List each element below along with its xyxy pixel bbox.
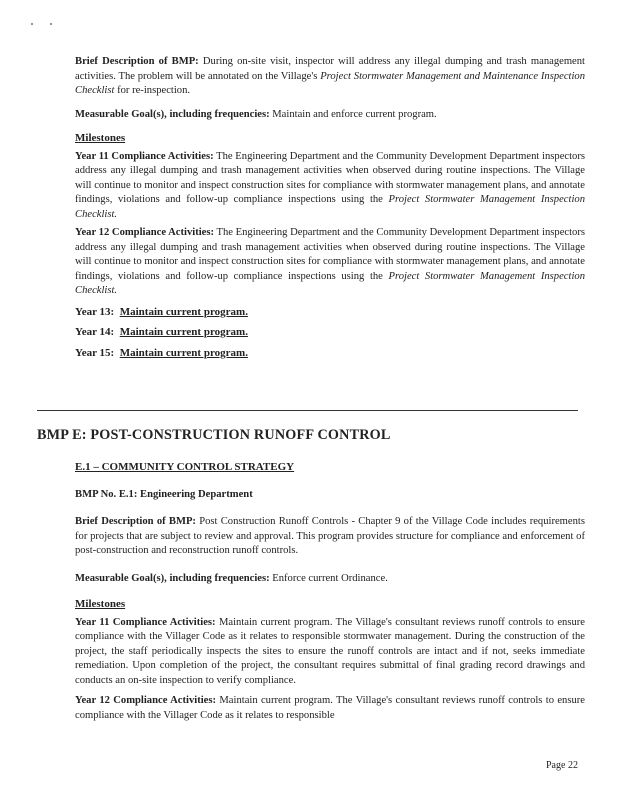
section-title: BMP E: POST-CONSTRUCTION RUNOFF CONTROL <box>37 427 391 443</box>
bmp-number: BMP No. E.1: Engineering Department <box>75 488 253 500</box>
bmp-e-section <box>75 460 585 723</box>
section-divider <box>37 410 578 411</box>
subsection-heading: E.1 – COMMUNITY CONTROL STRATEGY <box>75 461 295 473</box>
year14-item: Year 14: Maintain current program. <box>75 326 248 338</box>
scan-speck <box>31 23 33 25</box>
year15-item: Year 15: Maintain current program. <box>75 346 248 359</box>
scan-speck <box>50 23 52 25</box>
bmp-d-continuation <box>75 55 585 360</box>
year12-activities: Year 12 Compliance Activities: Maintain current program. The Village's consultant reviews runoff controls to ensure compliance with the Villager Code as it relates to responsible <box>75 695 585 721</box>
year12-activities: Year 12 Compliance Activities: The Engineering Department and the Community Development Department inspectors address any illegal dumping and trash management activities when observed during routine inspections. The Village will continue to monitor and inspect construction sites for compliance with stormwater management plans, and annotate findings, violations and follow-up compliance inspections using the Project Stormwater Management Inspection Checklist. <box>75 227 585 296</box>
year13-item: Year 13: Maintain current program. <box>75 305 248 318</box>
milestones-heading: Milestones <box>75 598 126 610</box>
brief-description: Brief Description of BMP: During on-site visit, inspector will address any illegal dumping and trash management activities. The problem will be annotated on the Village's Project Stormwater Management and Maintenance Inspection Checklist for re-inspection. <box>75 56 586 96</box>
measurable-goal: Measurable Goal(s), including frequencies: Enforce current Ordinance. <box>75 572 388 584</box>
brief-description: Brief Description of BMP: Post Construction Runoff Controls - Chapter 9 of the Village Code includes requirements for projects that are subject to review and approval. This program provides structure for compliance and enforcement of post-construction and reconstruction runoff controls. <box>75 516 585 556</box>
measurable-goal: Measurable Goal(s), including frequencies: Maintain and enforce current program. <box>75 108 437 120</box>
year11-activities: Year 11 Compliance Activities: Maintain current program. The Village's consultant reviews runoff controls to ensure compliance with the Villager Code as it relates to responsible stormwater management. During the construction of the project, the staff periodically inspects the sites to ensure the runoff controls are intact and if not, seeks immediate remediation. Upon completion of the project, the consultant requires submittal of final grading record drawings and conducts an on-site inspection to verify compliance. <box>75 616 585 686</box>
year11-activities: Year 11 Compliance Activities: The Engineering Department and the Community Development Department inspectors address any illegal dumping and trash management activities when observed during routine inspections. The Village will continue to monitor and inspect construction sites for compliance with stormwater management plans, and annotate findings, violations and follow-up compliance inspections using the Project Stormwater Management Inspection Checklist. <box>75 150 585 220</box>
page-number: Page 22 <box>546 760 578 771</box>
milestones-heading: Milestones <box>75 132 126 144</box>
